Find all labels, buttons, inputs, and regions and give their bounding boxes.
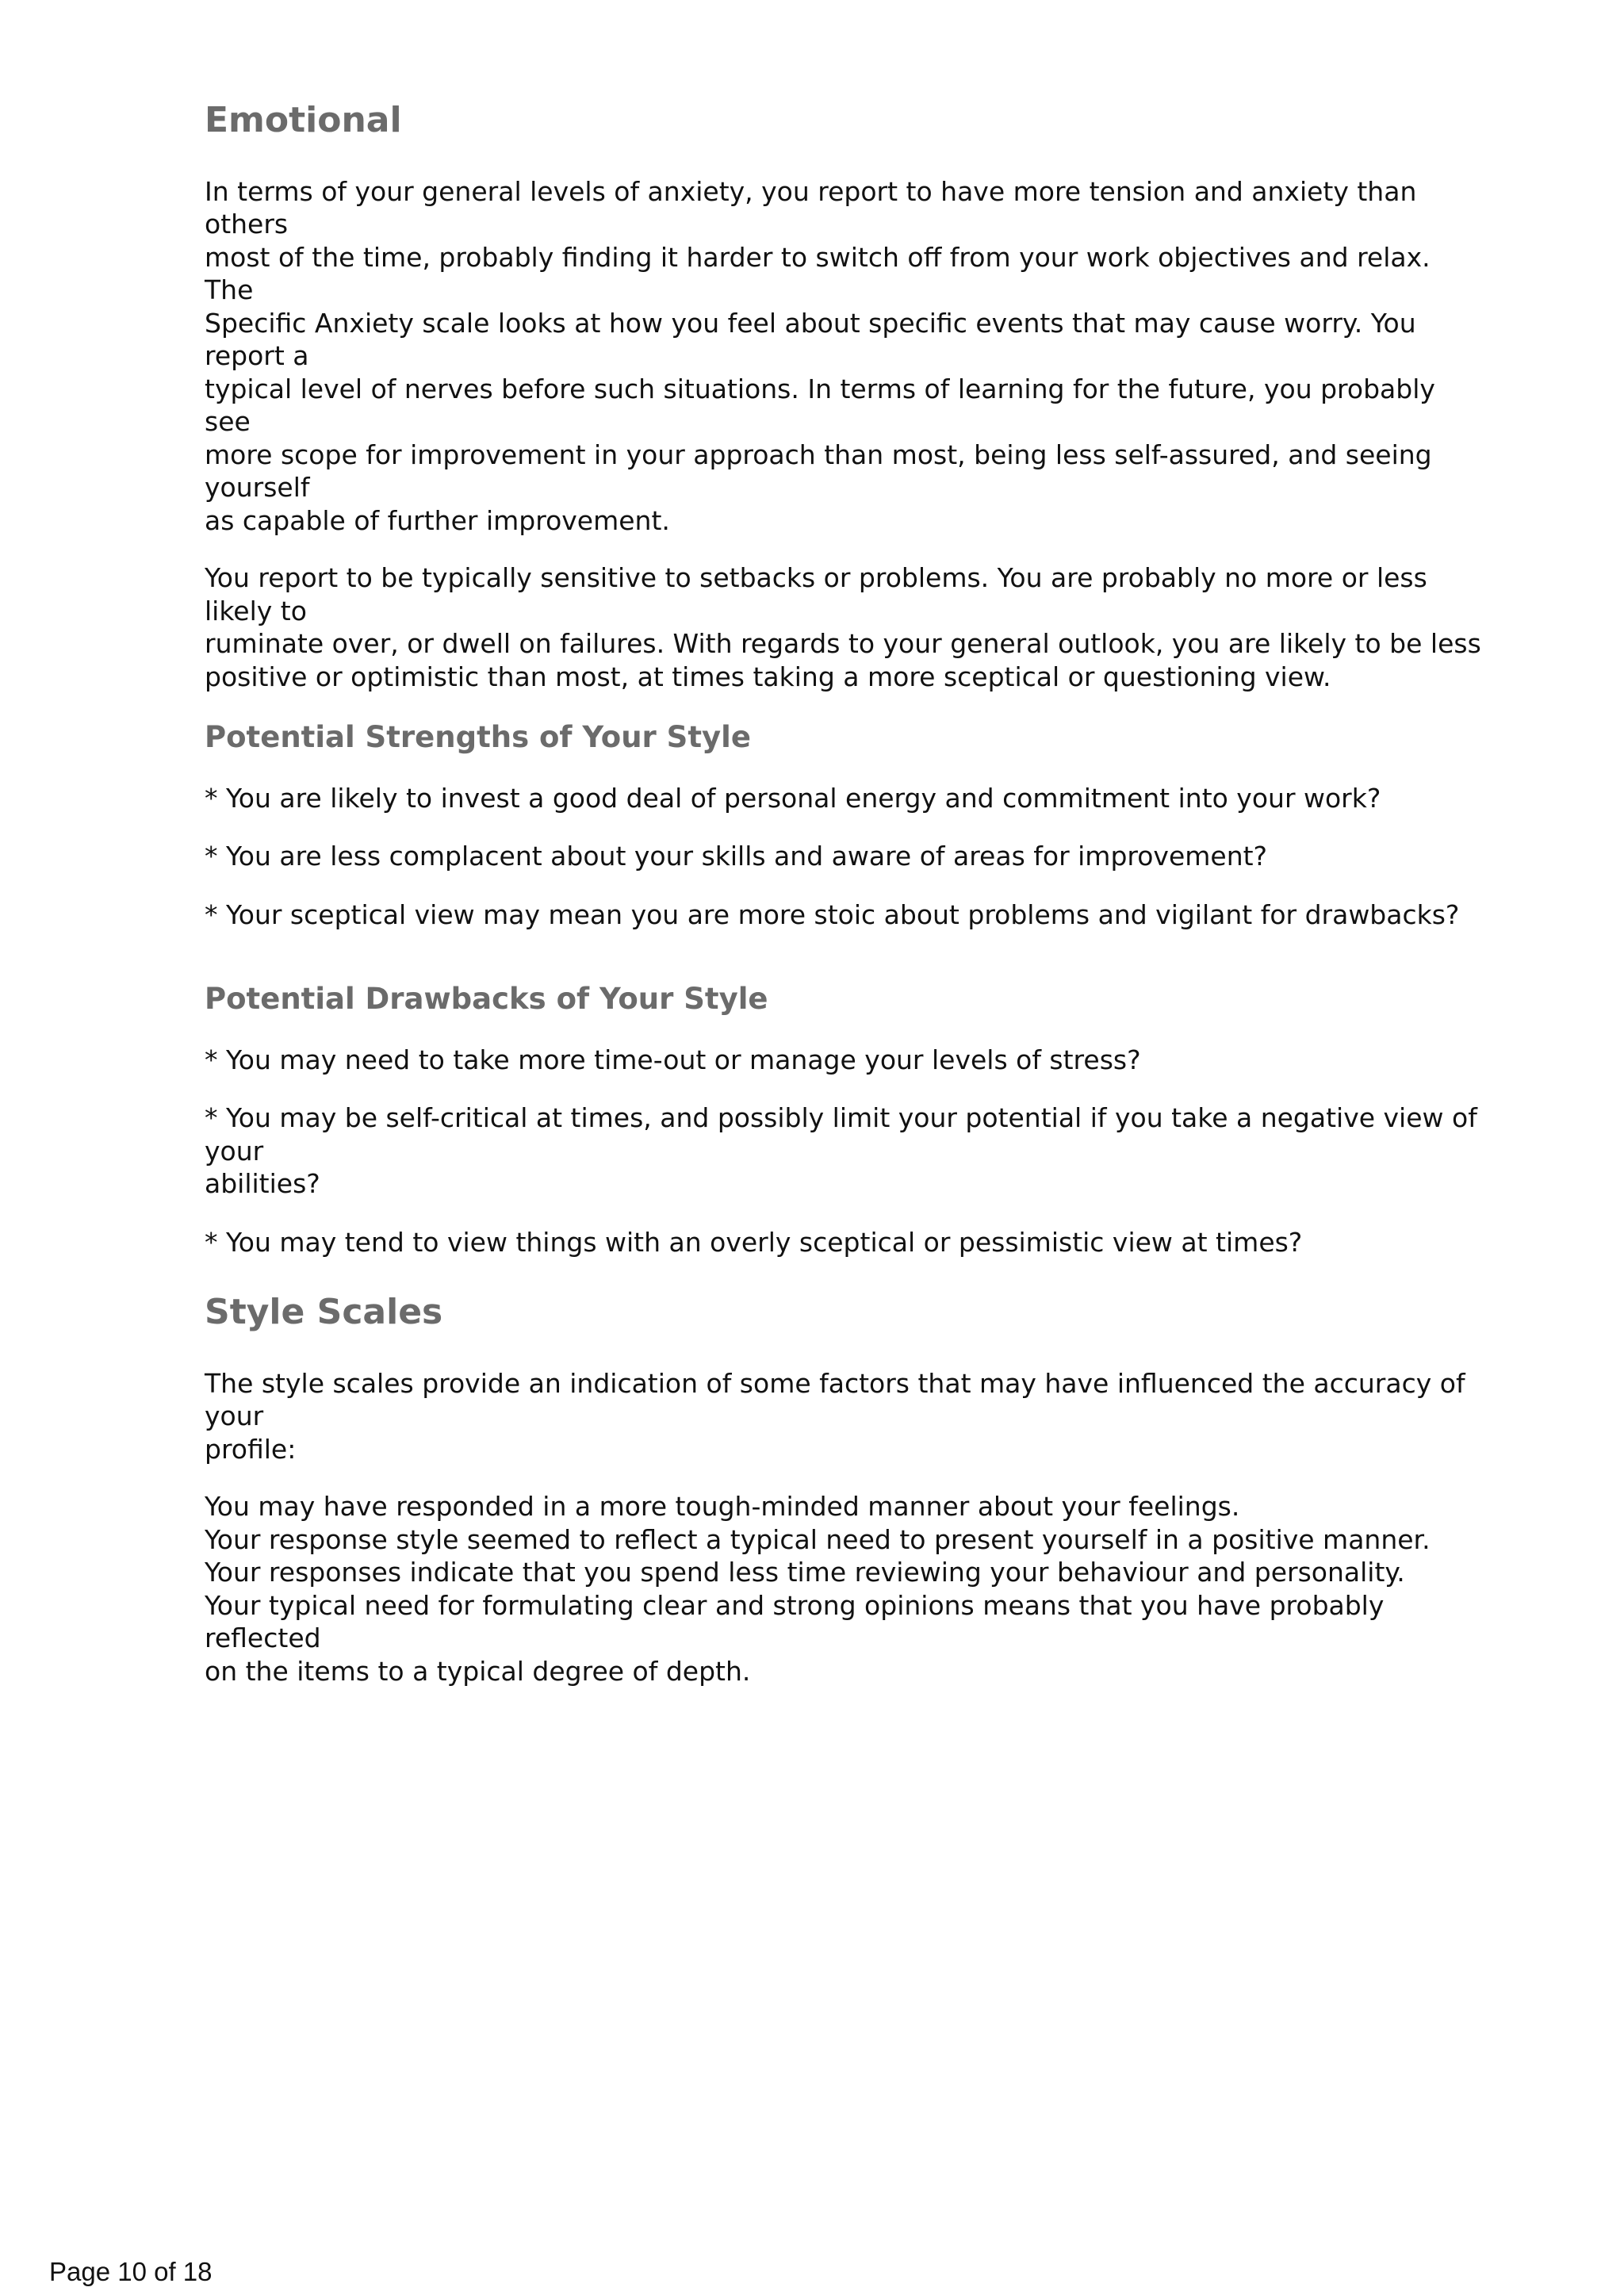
emotional-paragraph-1 xyxy=(205,175,1481,538)
page-number: Page 10 of 18 xyxy=(49,2257,213,2286)
strength-item: * You are likely to invest a good deal of personal energy and commitment into your work? xyxy=(205,782,1381,814)
drawback-item xyxy=(205,1226,1481,1259)
section-title-emotional: Emotional xyxy=(205,100,402,140)
text-line: In terms of your general levels of anxiety, you report to have more tension and anxiety than others xyxy=(205,175,1417,240)
subsection-title-drawbacks: Potential Drawbacks of Your Style xyxy=(205,982,768,1017)
text-line: positive or optimistic than most, at times taking a more sceptical or questioning view. xyxy=(205,661,1331,692)
emotional-paragraph-2 xyxy=(205,561,1481,693)
text-line: * You may need to take more time-out or manage your levels of stress? xyxy=(205,1044,1141,1075)
text-line: Your responses indicate that you spend less time reviewing your behaviour and personality. xyxy=(205,1557,1405,1588)
text-line: abilities? xyxy=(205,1168,320,1200)
text-line: * You may tend to view things with an overly sceptical or pessimistic view at times? xyxy=(205,1226,1303,1258)
text-line: You report to be typically sensitive to setbacks or problems. You are probably no more or less likely to xyxy=(205,562,1427,626)
text-line: most of the time, probably finding it harder to switch off from your work objectives and relax. The xyxy=(205,241,1431,306)
text-line: Your typical need for formulating clear and strong opinions means that you have probably reflected xyxy=(205,1589,1385,1654)
strength-item: * You are less complacent about your skills and aware of areas for improvement? xyxy=(205,841,1268,872)
strength-item: * Your sceptical view may mean you are more stoic about problems and vigilant for drawbacks? xyxy=(205,898,1460,930)
text-line: ruminate over, or dwell on failures. With regards to your general outlook, you are likely to be less xyxy=(205,628,1481,660)
text-line: typical level of nerves before such situations. In terms of learning for the future, you probably see xyxy=(205,373,1435,438)
text-line: You may have responded in a more tough-minded manner about your feelings. xyxy=(205,1491,1240,1523)
text-line: Specific Anxiety scale looks at how you feel about specific events that may cause worry. You report a xyxy=(205,307,1416,372)
subsection-title-strengths: Potential Strengths of Your Style xyxy=(205,720,751,755)
section-title-style-scales: Style Scales xyxy=(205,1292,443,1333)
text-line: as capable of further improvement. xyxy=(205,504,670,536)
style-scales-intro xyxy=(205,1367,1481,1466)
page-content xyxy=(205,100,1481,1688)
text-line: * You may be self-critical at times, and possibly limit your potential if you take a negative view of your xyxy=(205,1102,1477,1167)
style-scales-results xyxy=(205,1490,1481,1688)
drawback-item xyxy=(205,1044,1481,1077)
text-line: profile: xyxy=(205,1433,297,1465)
text-line: on the items to a typical degree of depth. xyxy=(205,1655,751,1687)
drawback-item xyxy=(205,1101,1481,1201)
text-line: The style scales provide an indication of some factors that may have influenced the accuracy of your xyxy=(205,1367,1465,1432)
text-line: more scope for improvement in your approach than most, being less self-assured, and seeing yourself xyxy=(205,439,1432,504)
text-line: Your response style seemed to reflect a typical need to present yourself in a positive manner. xyxy=(205,1523,1431,1555)
